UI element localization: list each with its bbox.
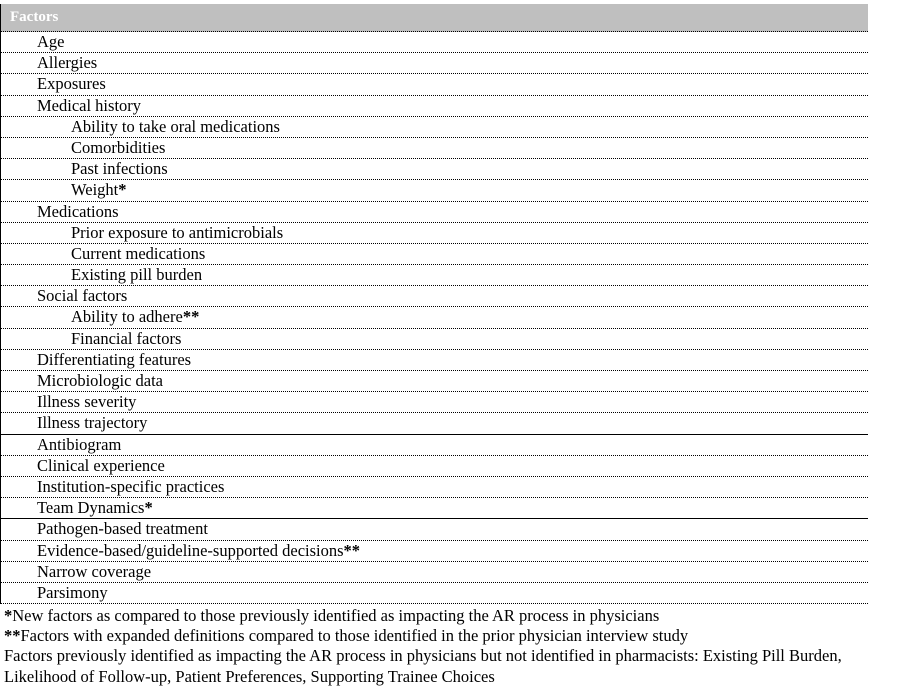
table-row [1, 329, 868, 350]
row-label: Institution-specific practices [37, 476, 225, 496]
table-row [1, 307, 868, 328]
footnote-line [0, 667, 912, 687]
table-row [1, 202, 868, 223]
row-label: Ability to take oral medications [71, 116, 280, 136]
table-row [1, 477, 868, 498]
table-header-label: Factors [10, 9, 59, 25]
table-row [1, 413, 868, 434]
footnote-marker: ** [182, 307, 200, 327]
row-label: Financial factors [71, 328, 182, 348]
table-header [1, 4, 868, 32]
table-row [1, 392, 868, 413]
table-row [1, 180, 868, 201]
row-label: Illness severity [37, 392, 137, 412]
row-label: Clinical experience [37, 455, 165, 475]
table-row [1, 53, 868, 74]
table-row [1, 74, 868, 95]
table-rows [1, 32, 868, 604]
footnote-line [0, 626, 912, 646]
row-label: Allergies [37, 53, 98, 73]
footnotes [0, 606, 912, 687]
row-label: Prior exposure to antimicrobials [71, 222, 284, 242]
footnote-marker: ** [343, 540, 361, 560]
table-row [1, 223, 868, 244]
footnote-line [0, 646, 912, 666]
table-row [1, 350, 868, 371]
table-row [1, 159, 868, 180]
row-label: Existing pill burden [71, 265, 203, 285]
table-row [1, 371, 868, 392]
row-label: Medications [37, 201, 119, 221]
table-row [1, 32, 868, 53]
row-label: Team Dynamics [37, 498, 145, 518]
table-row [1, 456, 868, 477]
row-label: Differentiating features [37, 349, 192, 369]
footnote-marker: * [4, 606, 13, 625]
row-label: Comorbidities [71, 137, 166, 157]
table-row [1, 435, 868, 456]
footnote-line [0, 606, 912, 626]
row-label: Weight [71, 180, 119, 200]
table-row [1, 519, 868, 540]
table-row [1, 498, 868, 519]
row-label: Evidence-based/guideline-supported decisions [37, 540, 344, 560]
table-row [1, 583, 868, 604]
table-row [1, 138, 868, 159]
table-row [1, 562, 868, 583]
footnote-text: Likelihood of Follow-up, Patient Preferences, Supporting Trainee Choices [4, 666, 495, 686]
footnote-text: New factors as compared to those previously identified as impacting the AR process in physicians [12, 606, 660, 625]
row-label: Medical history [37, 95, 142, 115]
row-label: Parsimony [37, 582, 108, 602]
footnote-text: Factors with expanded definitions compared to those identified in the prior physician interview study [20, 626, 689, 646]
row-label: Ability to adhere [71, 307, 183, 327]
row-label: Microbiologic data [37, 371, 164, 390]
row-label: Past infections [71, 159, 168, 179]
footnote-marker: * [118, 180, 127, 200]
row-label: Exposures [37, 74, 106, 94]
row-label: Social factors [37, 286, 128, 306]
row-label: Pathogen-based treatment [37, 519, 208, 539]
table-row [1, 265, 868, 286]
row-label: Current medications [71, 243, 206, 263]
row-label: Illness trajectory [37, 413, 148, 433]
row-label: Age [37, 32, 65, 51]
footnote-marker: * [144, 498, 153, 518]
footnote-marker: ** [4, 626, 21, 646]
table-row [1, 286, 868, 307]
footnote-text: Factors previously identified as impacting the AR process in physicians but not identified in pharmacists: Existing Pill Burden, [4, 646, 842, 666]
table-row [1, 244, 868, 265]
factors-table [0, 4, 868, 604]
table-row [1, 117, 868, 138]
table-row [1, 96, 868, 117]
table-row [1, 541, 868, 562]
row-label: Antibiogram [37, 434, 122, 454]
row-label: Narrow coverage [37, 561, 152, 581]
